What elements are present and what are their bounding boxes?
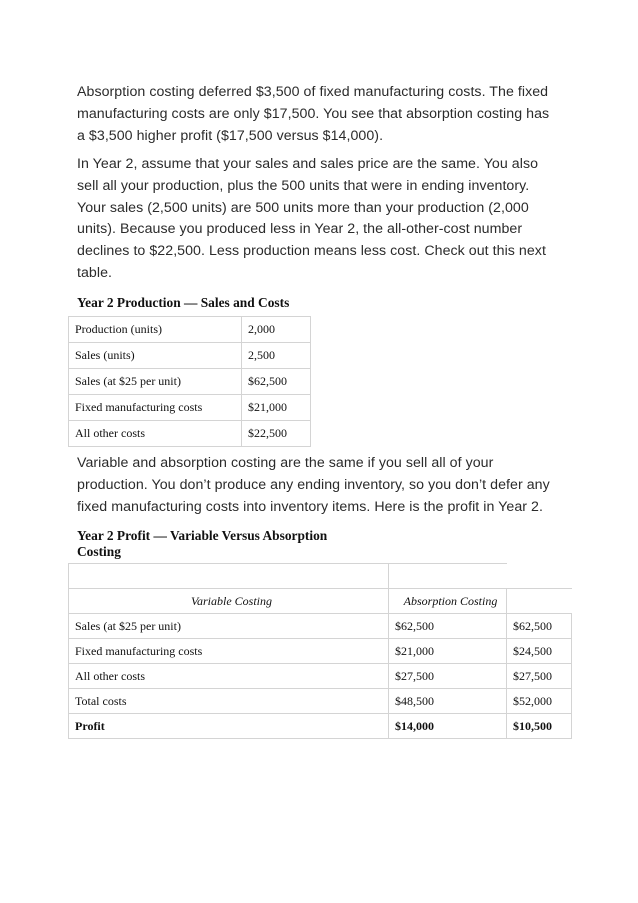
text-line: manufacturing costs are only $17,500. You see that absorption costing has (77, 105, 550, 122)
text-line: Absorption costing deferred $3,500 of fixed manufacturing costs. The fixed (77, 84, 549, 100)
variable-value: $21,000 (389, 639, 507, 664)
paragraph-absorption-deferred (77, 82, 577, 147)
table-row (69, 664, 572, 689)
row-label: Fixed manufacturing costs (69, 395, 242, 421)
row-label: Sales (at $25 per unit) (69, 614, 389, 639)
text-line: Variable and absorption costing are the same if you sell all of your (77, 455, 494, 471)
row-label: All other costs (69, 664, 389, 689)
table1-heading: Year 2 Production — Sales and Costs (77, 295, 290, 310)
variable-value: $62,500 (389, 614, 507, 639)
table-row (69, 343, 311, 369)
table-row (69, 317, 311, 343)
absorption-value: $27,500 (507, 664, 572, 689)
row-value: 2,000 (242, 317, 311, 343)
absorption-value: $62,500 (507, 614, 572, 639)
table2-heading: Year 2 Profit — Variable Versus Absorption Costing (77, 528, 328, 559)
row-value: $62,500 (242, 369, 311, 395)
row-label: Sales (at $25 per unit) (69, 369, 242, 395)
paragraph-variable-vs-absorption (77, 453, 577, 518)
row-value: 2,500 (242, 343, 311, 369)
profit-comparison-table (68, 563, 572, 739)
paragraph-year-2-assumptions (77, 154, 577, 285)
text-line: units). Because you produced less in Year 2, the all-other-cost number (77, 221, 523, 238)
row-label: Sales (units) (69, 343, 242, 369)
table-row (69, 395, 311, 421)
absorption-value: $10,500 (507, 714, 572, 739)
row-label: Profit (69, 714, 389, 739)
text-line: sell all your production, plus the 500 units that were in ending inventory. (77, 177, 530, 194)
table-row (69, 369, 311, 395)
text-line: Your sales (2,500 units) are 500 units more than your production (2,000 (77, 199, 529, 216)
variable-value: $14,000 (389, 714, 507, 739)
text-line: production. You don’t produce any ending inventory, so you don’t defer any (77, 476, 550, 493)
empty-cell (507, 564, 572, 589)
table-row-profit (69, 714, 572, 739)
row-value: $22,500 (242, 421, 311, 447)
table-row (69, 639, 572, 664)
row-label: Fixed manufacturing costs (69, 639, 389, 664)
profit-comparison-table-wrapper (68, 563, 572, 739)
absorption-value: $24,500 (507, 639, 572, 664)
row-label: All other costs (69, 421, 242, 447)
table-row (69, 421, 311, 447)
text-line: fixed manufacturing costs into inventory items. Here is the profit in Year 2. (77, 498, 543, 515)
sales-and-costs-table (68, 316, 311, 447)
table-header-row (69, 589, 572, 614)
table-spacer-row (69, 564, 572, 589)
empty-cell (389, 564, 507, 589)
text-line: table. (77, 264, 113, 281)
variable-value: $48,500 (389, 689, 507, 714)
text-line: In Year 2, assume that your sales and sales price are the same. You also (77, 156, 539, 172)
empty-cell (69, 564, 389, 589)
column-header-absorption: Absorption Costing (389, 589, 507, 614)
column-header-variable: Variable Costing (69, 589, 389, 614)
text-line: declines to $22,500. Less production means less cost. Check out this next (77, 243, 546, 260)
table-row (69, 689, 572, 714)
table-row (69, 614, 572, 639)
text-line: a $3,500 higher profit ($17,500 versus $14,000). (77, 127, 384, 144)
empty-cell (507, 589, 572, 614)
row-value: $21,000 (242, 395, 311, 421)
absorption-value: $52,000 (507, 689, 572, 714)
variable-value: $27,500 (389, 664, 507, 689)
row-label: Total costs (69, 689, 389, 714)
row-label: Production (units) (69, 317, 242, 343)
